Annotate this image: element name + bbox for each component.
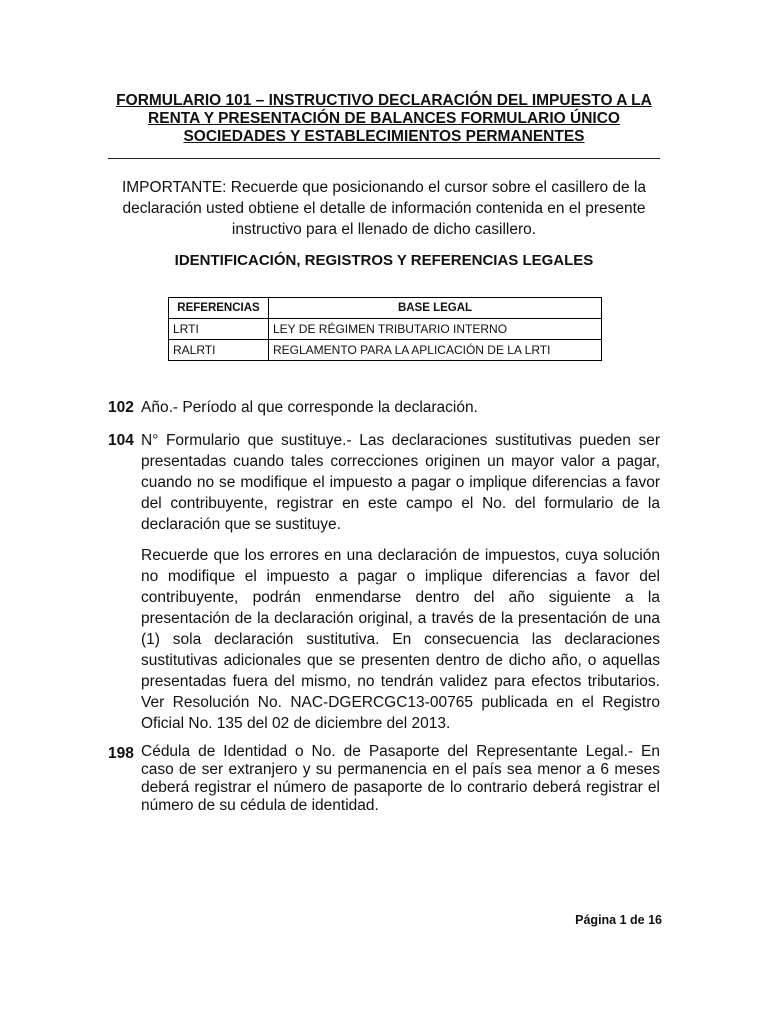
references-table	[168, 297, 602, 361]
field-number: 102	[108, 399, 134, 416]
field-description: N° Formulario que sustituye.- Las declaraciones sustitutivas pueden ser presentadas cuando tales correcciones originen un mayor valor a pagar, cuando no se modifique el impuesto a pagar o implique diferencias a favor del contribuyente, registrar en este campo el No. del formulario de la declaración que se sustituye.	[141, 432, 660, 533]
title-line-3: SOCIEDADES Y ESTABLECIMIENTOS PERMANENTES	[183, 128, 585, 145]
field-number: 104	[108, 432, 134, 449]
title-divider	[108, 158, 660, 159]
table-cell: RALRTI	[169, 340, 269, 361]
section-heading: IDENTIFICACIÓN, REGISTROS Y REFERENCIAS LEGALES	[174, 252, 594, 269]
document-title	[108, 92, 660, 146]
table-cell: LRTI	[169, 319, 269, 340]
table-row	[169, 340, 602, 361]
table-header-cell: BASE LEGAL	[269, 298, 602, 319]
table-header-cell: REFERENCIAS	[169, 298, 269, 319]
title-line-2: RENTA Y PRESENTACIÓN DE BALANCES FORMULARIO ÚNICO	[148, 110, 620, 127]
field-description: Cédula de Identidad o No. de Pasaporte del Representante Legal.- En caso de ser extranjero y su permanencia en el país sea menor a 6 meses deberá registrar el número de pasaporte de lo contrario deberá registrar el número de su cédula de identidad.	[141, 743, 660, 814]
title-line-1: FORMULARIO 101 – INSTRUCTIVO DECLARACIÓN DEL IMPUESTO A LA	[116, 92, 652, 109]
table-cell: REGLAMENTO PARA LA APLICACIÓN DE LA LRTI	[269, 340, 602, 361]
field-104-note: Recuerde que los errores en una declaración de impuestos, cuya solución no modifique el impuesto a pagar o implique diferencias a favor del contribuyente, podrán enmendarse dentro del año siguiente a la presentación de la declaración original, a través de la presentación de una (1) sola declaración sustitutiva. En consecuencia las declaraciones sustitutivas adicionales que se presenten dentro de dicho año, o aquellas presentadas fuera del mismo, no tendrán validez para efectos tributarios. Ver Resolución No. NAC-DGERCGC13-00765 publicada en el Registro Oficial No. 135 del 02 de diciembre del 2013.	[141, 547, 660, 732]
field-entry-198	[108, 743, 660, 815]
table-cell: LEY DE RÉGIMEN TRIBUTARIO INTERNO	[269, 319, 602, 340]
field-entry-102	[108, 397, 660, 418]
field-description: Año.- Período al que corresponde la declaración.	[141, 399, 478, 416]
page-number: Página 1 de 16	[575, 913, 662, 927]
field-number: 198	[108, 745, 134, 762]
table-header-row	[169, 298, 602, 319]
table-row	[169, 319, 602, 340]
important-note: IMPORTANTE: Recuerde que posicionando el cursor sobre el casillero de la declaración usted obtiene el detalle de información contenida en el presente instructivo para el llenado de dicho casillero.	[121, 179, 647, 238]
field-entry-104	[108, 430, 660, 535]
